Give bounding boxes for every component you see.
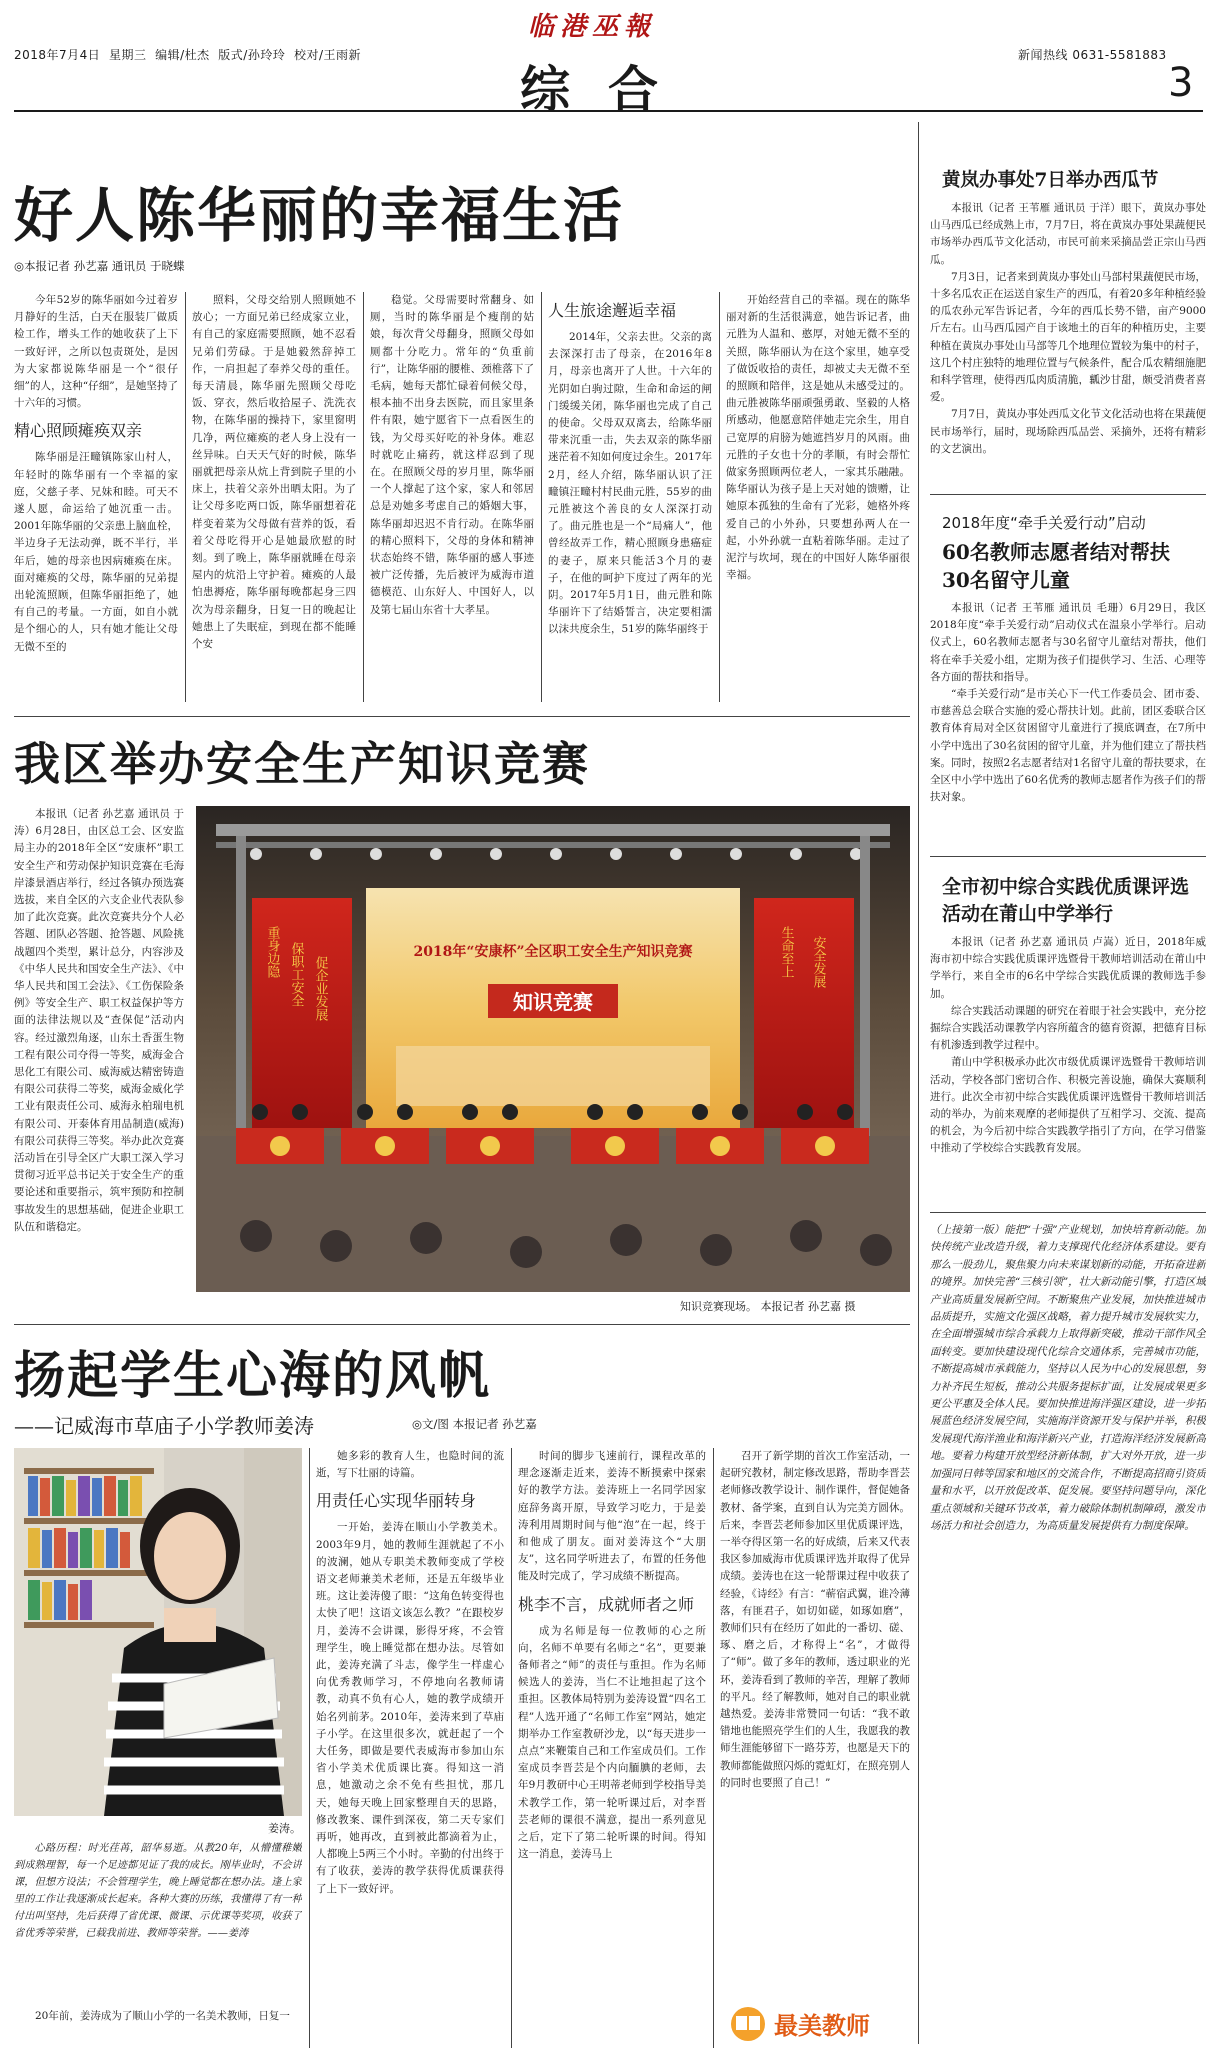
article3-para2: 她多彩的教育人生，也隐时间的流逝，写下壮丽的诗篇。 <box>316 1450 504 1480</box>
article3-subhead1: 用责任心实现华丽转身 <box>316 1491 477 1511</box>
side3-bottom-rule <box>930 1212 1206 1213</box>
article1-byline: ◎本报记者 孙艺嘉 通讯员 于晓蝶 <box>14 259 185 273</box>
side1-title: 黄岚办事处7日举办西瓜节 <box>942 170 1159 191</box>
article3-para5: 成为名师是每一位教师的心之所向，名师不单要有名师之“名”，更要兼备师者之“师”的责任与重担。作为名师候选人的姜涛，当仁不让地担起了这个重担。区教体局特别为姜涛设置“四名工程”人选开通了“名师工作室”网站，她定期举办工作室教研沙龙，以“每天进步一点点”来鞭策自己和工作室成员们。工作室成员李晋芸是个内向腼腆的老师，去年9月教研中心王明蒂老师到学校指导美术教学工作，第一轮听课过后，对李晋芸老师的课很不满意，提出一系列意见之后，定下了第二轮听课的时间。得知这一消息，姜涛马上 <box>518 1624 706 1861</box>
column-divider-right <box>918 122 919 2044</box>
article1-divider4 <box>719 292 720 702</box>
article1-para2: 陈华丽是汪疃镇陈家山村人，年轻时的陈华丽有一个幸福的家庭，父慈子孝、兄妹和睦。可天不遂人愿，命运给了她沉重一击。2001年陈华丽的父亲患上脑血栓，半边身子无法动弹，既不半行，半年后，她的母亲也因病瘫痪在床。面对瘫痪的父母，陈华丽的兄弟提出轮流照顾，但陈华丽拒绝了，她有自己的考量。一方面，如自小就是个细心的人，只有她才能让父母无微不至的 <box>14 451 178 653</box>
article3-para3: 一开始，姜涛在顺山小学教美术。2003年9月，她的教师生涯就起了不小的波澜，她从专职美术教师变成了学校语文老师兼美术老师，还是五年级毕业班。这让姜涛傻了眼：“这角色转变得也太快了吧！这语文该怎么教？”在跟校岁月，姜涛不会讲课，影得牙疼，不会管理学生，晚上睡觉都在想办法。尽管如此，姜涛充满了斗志，像学生一样虚心向优秀教师学习，不停地向名教师请教，动真不负有心人，她的教学成绩开始名列前茅。2010年，姜涛来到了草庙子小学。在这里很多次，就赶起了一个大任务，即做是要代表威海市参加山东省小学美术优质课比赛。得知这一消息，她激动之余不免有些担忧，那几天，她每天晚上回家整理自天的思路，修改教案、课件到深夜，第二天专家们再听，她再改，直到被此都滴着为止，人都晚上5两三个小时。辛勤的付出终于有了收获，姜涛的教学获得优质课获得了上下一致好评。 <box>316 1521 504 1895</box>
photo-board-text: 知识竞赛 <box>513 990 593 1014</box>
article1-col3 <box>370 292 534 702</box>
article3-quote <box>14 1840 302 1960</box>
article1-divider2 <box>363 292 364 702</box>
article1-para4: 稳觉。父母需要时常翻身、如厕，当时的陈华丽是个瘦削的姑娘，每次背父母翻身，照顾父母如厕都十分吃力。常年的“负重前行”，让陈华丽的腰椎、颈椎落下了毛病，她每天都忙碌着伺候父母，根本抽不出身去医院，而且家里条件有限，她宁愿省下一点看医生的钱，为父母买好吃的补身体。难忍时就吃止痛药，就这样忍到了现在。在照顾父母的岁月里，陈华丽一个人撑起了这个家，家人和邻居总是劝她多考虑自己的婚姻大事，陈华丽却迟迟不肯行动。在陈华丽的精心照料下，父母的身体和精神状态始终不错，陈华丽的感人事迹被广泛传播，先后被评为威海市道德模范、山东好人、中国好人，以及第七届山东省十大孝星。 <box>370 294 534 616</box>
article2-col1 <box>14 806 184 1326</box>
photo-right-slogan-b: 安全发展 <box>810 936 826 988</box>
article1-col2 <box>192 292 356 702</box>
article3-byline: ◎文/图 本报记者 孙艺嘉 <box>412 1417 537 1431</box>
photo-left-slogan-b: 保职工安全 <box>288 942 304 1007</box>
header-proofreader: 校对/王雨新 <box>293 48 362 62</box>
article1-para3: 照料，父母交给别人照顾她不放心；一方面兄弟已经成家立业，有自己的家庭需要照顾，她不忍看兄弟们劳碌。于是她毅然辞掉工作，一肩担起了奉养父母的重任。每天清晨，陈华丽先照顾父母吃饭、穿衣，然后收拾屋子、洗洗衣物，在陈华丽的操持下，家里窗明几净，两位瘫痪的老人身上没有一丝异味。白天天气好的时候，陈华丽就把母亲从炕上背到院子里的小床上，扶着父亲外出晒太阳。为了让父母多吃两口饭，陈华丽想着花样变着菜为父母做有营养的饭，看着父母吃得开心是她最欣慰的时刻。到了晚上，陈华丽就睡在母亲屋内的炕沿上守护着。瘫痪的人最怕患褥疮，陈华丽每晚都起身三四次为母亲翻身，日复一日的晚起让她患上了失眠症，到现在都不能睡个安 <box>192 294 356 651</box>
article3-para4: 时间的脚步飞速前行，课程改革的理念逐渐走近来，姜涛不断摸索中探索好的教学方法。姜涛班上一名同学因家庭辞务离开原，导致学习吃力，于是姜涛利用周期时间与他“泡”在一起，终于和他成了朋友。面对姜涛这个“大朋友”，这名同学听进去了，布置的任务他能及时完成了，学习成绩不断提高。 <box>518 1450 706 1583</box>
side3-title: 全市初中综合实践优质课评选活动在莆山中学举行 <box>942 876 1190 925</box>
article1-col4 <box>548 292 712 702</box>
article3-divider1 <box>309 1448 310 2048</box>
article2-title: 我区举办安全生产知识竞赛 <box>14 737 590 791</box>
side3-para3: 莆山中学积极承办此次市级优质课评选暨骨干教师培训活动，学校各部门密切合作、积极完善设施，确保大赛顺利进行。此次全市初中综合实践优质课评选暨骨干教师培训活动的举办，为前来观摩的老师提供了互相学习、交流、提高的机会，为今后初中综合实践教学指引了方向，在学习借鉴中推动了学校综合实践教育发展。 <box>930 1056 1206 1155</box>
photo-right-slogan-a: 生命至上 <box>778 926 794 978</box>
article1-para5: 2014年，父亲去世。父亲的离去深深打击了母亲，在2016年8月，母亲也离开了人世。十六年的光阴如白驹过隙，生命和命运的闸门缓缓关闭，陈华丽也完成了自己的使命。父母双双离去，给陈华丽带来沉重一击，失去双亲的陈华丽迷茫着不知如何度过余生。2017年2月，经人介绍，陈华丽认识了汪疃镇汪疃村村民曲元胜，55岁的曲元胜被这个善良的女人深深打动了。曲元胜也是一个“局痛人”，他曾经故弄工作，精心照顾身患癌症的妻子，原来只能活3个月的妻子，在他的呵护下度过了两年的光阴。2017年5月1日，曲元胜和陈华丽许下了结婚誓言，决定要相濡以沫共度余生，51岁的陈华丽终于 <box>548 331 712 636</box>
article3-para1: 20年前，姜涛成为了顺山小学的一名美术教师，日复一 <box>35 2010 290 2022</box>
header-designer: 版式/孙玲玲 <box>218 48 286 62</box>
side1-body <box>930 200 1206 478</box>
article1-title: 好人陈华丽的幸福生活 <box>14 181 625 250</box>
article1-col5 <box>726 292 910 702</box>
side1-para1: 本报讯（记者 王苇雁 通讯员 于洋）眼下，黄岚办事处山马西瓜已经成熟上市，7月7日，将在黄岚办事处果蔬便民市场举办西瓜节文化活动，市民可前来采摘品尝正宗山马西瓜。 <box>930 202 1206 266</box>
news-hotline: 新闻热线 0631-5581883 <box>1018 48 1167 62</box>
article3-col2 <box>316 1448 504 2048</box>
best-teacher-badge <box>726 2000 910 2046</box>
header-weekday: 星期三 <box>108 48 147 62</box>
article3-subtitle: ——记威海市草庙子小学教师姜涛 <box>14 1414 314 1438</box>
article3-col1 <box>14 2008 302 2048</box>
page-number: 3 <box>1168 60 1194 106</box>
article3-title: 扬起学生心海的风帆 <box>14 1346 492 1406</box>
article1-divider3 <box>541 292 542 702</box>
article1-para6: 开始经营自己的幸福。现在的陈华丽对新的生活很满意，她告诉记者，曲元胜为人温和、憨厚，对她无微不至的关照，陈华丽认为在这个家里，她享受了做饭收拾的责任，却被丈夫无微不至的照顾和陪伴，这是她从未感受过的。曲元胜被陈华丽顽强勇敢、坚毅的人格所感动，他愿意陪伴她走完余生，用自己宽厚的肩膀为她遮挡岁月的风雨。曲元胜的子女也十分的孝顺，有时会帮忙做家务照顾两位老人，一家其乐融融。陈华丽认为孩子是上天对她的馈赠，让她原本孤独的生命有了光彩，她格外疼爱自己的小外孙，只要想孙两人在一起，小外孙就一直粘着陈华丽。走过了泥泞与坎坷，现在的中国好人陈华丽很幸福。 <box>726 294 910 582</box>
article3-divider3 <box>713 1448 714 2048</box>
side4-body <box>930 1222 1206 2046</box>
article1-divider1 <box>185 292 186 702</box>
side2-pretitle: 2018年度“牵手关爱行动”启动 <box>942 514 1146 532</box>
article3-col3 <box>518 1448 706 2048</box>
article1-subhead2: 人生旅途邂逅幸福 <box>548 301 677 320</box>
article3-subhead2: 桃李不言，成就师者之师 <box>518 1594 695 1614</box>
competition-scene-image <box>196 806 910 1292</box>
best-teacher-label: 最美教师 <box>774 2012 870 2040</box>
article1-bottom-rule <box>14 716 910 717</box>
side3-para1: 本报讯（记者 孙艺嘉 通讯员 卢嵩）近日，2018年威海市初中综合实践优质课评选暨骨干教师培训活动在莆山中学举行，来自全市的6名中学综合实践优质课的教师选手参加。 <box>930 936 1206 1000</box>
side1-bottom-rule <box>930 494 1206 495</box>
article3-col4 <box>720 1448 910 1993</box>
side2-para1: 本报讯（记者 王苇雁 通讯员 毛珊）6月29日，我区2018年度“牵手关爱行动”启动仪式在温泉小学举行。启动仪式上，60名教师志愿者与30名留守儿童结对帮扶，他们将在牵手关爱小组，定期为孩子们提供学习、生活、心理等各方面的帮扶和指导。 <box>930 602 1206 683</box>
header-date: 2018年7月4日 <box>14 48 101 62</box>
side3-para2: 综合实践活动课题的研究在着眼于社会实践中，充分挖掘综合实践活动课教学内容所蕴含的德育资源，把德育目标有机渗透到教学过程中。 <box>930 1004 1206 1052</box>
photo-left-slogan-c: 促企业发展 <box>312 956 328 1021</box>
side4-para: （上接第一版）能把“十强”产业规划，加快培育新动能。加快传统产业改造升级，着力支撑现代化经济体系建设。要有那么一股劲儿，聚焦聚力向未来谋划新的动能，开拓奋进新的境界。加快完善“三核引领”，壮大新动能引擎，打造区域产业高质量发展新空间。不断聚焦产业发展，加快推进城市品质提升，实施文化强区战略，着力提升城市发展软实力，在全面增强城市综合承载力上取得新突破，推动干部作风全面转变。要加快建设现代化综合交通体系，完善城市功能，不断提高城市承载能力，坚持以人民为中心的发展思想，努力补齐民生短板，推动公共服务提标扩面，让发展成果更多更公平惠及全体人民。要加快推进海洋强区建设，进一步拓展蓝色经济发展空间，实施海洋资源开发与保护并举，积极发展现代海洋渔业和海洋新兴产业，打造海洋经济发展新高地。要着力构建开放型经济新体制，扩大对外开放，进一步加强同日韩等国家和地区的交流合作，不断提高招商引资质量和水平，以开放促改革、促发展。要坚持问题导向，深化重点领域和关键环节改革，着力破除体制机制障碍，激发市场活力和社会创造力，为高质量发展提供有力制度保障。 <box>930 1224 1206 1532</box>
article1-col1 <box>14 292 178 702</box>
header-meta <box>14 46 361 63</box>
header-rule <box>14 110 1203 112</box>
side2-body <box>930 600 1206 840</box>
photo-banner-text: 2018年“安康杯”全区职工安全生产知识竞赛 <box>413 944 693 960</box>
article1-subhead1: 精心照顾瘫痪双亲 <box>14 421 143 441</box>
article3-divider2 <box>511 1448 512 2048</box>
side2-bottom-rule <box>930 856 1206 857</box>
side2-title: 60名教师志愿者结对帮扶30名留守儿童 <box>942 540 1170 592</box>
photo-left-slogan-a: 重身边隐 <box>264 926 280 978</box>
side1-para2: 7月3日，记者来到黄岚办事处山马部村果蔬便民市场，十多名瓜农正在运送自家生产的西瓜，有着20多年种植经验的瓜农孙元军告诉记者，今年的西瓜长势不错，亩产9000斤左右。山马西瓜园产自于该地土的百年的种植历史，主要种植在黄岚办事处山马部等几个地理位置较为集中的村子，这几个村庄独特的地理位置与气候条件，配合瓜农精细施肥和科学管理，使得西瓜肉质清脆，瓤沙甘甜，颇受消费者喜爱。 <box>930 270 1206 404</box>
side2-para2: “牵手关爱行动”是市关心下一代工作委员会、团市委、市慈善总会联合实施的爱心帮扶计划。此前，团区委联合区教育体育局对全区贫困留守儿童进行了摸底调查，在7所中小学中选出了30名贫困的留守儿童，并为他们建立了帮扶档案。同时，按照2名志愿者结对1名留守儿童的帮扶要求，在全区中小学中选出了60名优秀的教师志愿者作为孩子们的帮扶对象。 <box>930 688 1206 804</box>
article3-quote-text: 心路历程：时光荏苒，韶华易逝。从教20年，从懵懂稚嫩到成熟理智，每一个足迹都见证了我的成长。刚毕业时，不会讲课，但想方设法；不会管理学生，晚上睡觉都在想办法。逢上家里的工作让我逐渐成长起来。各种大赛的历练，我懂得了有一种付出叫坚持，先后获得了省优课、微课、示优课等奖项，收获了省优秀等荣誉，已载我前进、教师等荣誉。——姜涛 <box>14 1843 302 1939</box>
article2-body: 本报讯（记者 孙艺嘉 通讯员 于涛）6月28日，由区总工会、区安监局主办的2018年全区“安康杯”职工安全生产和劳动保护知识竞赛在毛海岸漆景酒店举行，经过各镇办预选赛选拔，来自全区的六支企业代表队参加了此次竞赛。此次竞赛共分个人必答题、团队必答题、抢答题、风险挑战题四个类型，累计总分，内容涉及《中华人民共和国安全生产法》、《中华人民共和国工会法》、《工伤保险条例》等安全生产、职工权益保护等方面的法律法规以及“查保促”活动内容。经过激烈角逐，山东土香蛋生物工程有限公司夺得一等奖，威海金合思化工有限公司、威海威达精密铸造有限公司获得二等奖，威海金威化学工业有限责任公司、威海永柏瑞电机有限公司、开泰体育用品制造(威海)有限公司获得三等奖。举办此次竞赛活动旨在引导全区广大职工深入学习贯彻习近平总书记关于安全生产的重要论述和重要指示，筑牢预防和控制事故发生的思想基础，促进企业职工队伍和谐稳定。 <box>14 808 184 1233</box>
header-editor: 编辑/杜杰 <box>155 48 210 62</box>
article3-para6: 召开了新学期的首次工作室活动，一起研究教材，制定修改思路，帮助李晋芸老师修改教学设计、制作课件，督促她备教材、备学案，直到自认为完美方圆休。后来，李晋芸老师参加区里优质课评选，一举夺得区第一名的好成绩，后来又代表我区参加威海市优质课评选并取得了优异成绩。姜涛也在这一轮帮课过程中收获了经验，《诗经》有言：“蕲宿武翼，谁冷薄落，有匪君子，如切如磋，如琢如磨”，教师们只有在经历了如此的一番切、磋、琢、磨之后，才称得上“名”，才做得了“师”。做了多年的教师，透过职业的光环，姜涛看到了教师的辛苦，理解了教师的平凡。经了解教师，她对自己的职业就越热爱。姜涛非常赞同一句话：“我不敢错地也能照亮学生们的人生，我愿我的教师生涯能够留下一路芬芳，也愿是天下的教师都能做照闪烁的霓虹灯，在照亮别人的同时也要照了自己！” <box>720 1450 910 1789</box>
teacher-photo-caption: 姜涛。 <box>268 1822 301 1835</box>
teacher-portrait-image <box>14 1448 302 1816</box>
article2-photo-caption: 知识竞赛现场。 本报记者 孙艺嘉 摄 <box>680 1300 856 1313</box>
article2-bottom-rule <box>14 1324 910 1325</box>
masthead-logo: 临港巫報 <box>528 12 657 42</box>
teacher-photo <box>14 1448 302 1816</box>
article1-para1: 今年52岁的陈华丽如今过着岁月静好的生活，白天在服装厂做质检工作，增头工作的她收获了上下一致好评，之所以包责斑处，是因为大家都说陈华丽是一个“很仔细”的人，这种“仔细”，是她坚持了十六年的习惯。 <box>14 294 178 410</box>
side3-body <box>930 934 1206 1194</box>
section-name: 综合 <box>520 60 696 119</box>
side1-para3: 7月7日，黄岚办事处西瓜文化节文化活动也将在果蔬便民市场举行，届时，现场除西瓜品尝、采摘外，还将有精彩的文艺演出。 <box>930 408 1206 455</box>
article2-photo <box>196 806 910 1292</box>
